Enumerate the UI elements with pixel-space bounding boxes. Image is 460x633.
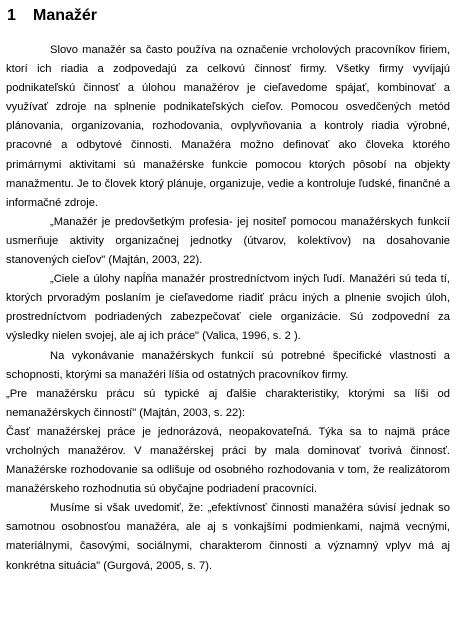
chapter-title: Manažér bbox=[33, 7, 98, 24]
chapter-heading bbox=[7, 4, 97, 28]
paragraph-quote-valica: „Ciele a úlohy napĺňa manažér prostredníctvom iných ľudí. Manažéri sú teda tí, ktorých prvoradým poslaním je cieľavedome riadiť prácu iných a plnenie svojich úloh, prostredníctvom podriadených zabezpečovať ciele organizácie. Sú zodpovední za výsledky nielen svojej, ale aj ich práce" (Valica, 1996, s. 2 ). bbox=[6, 273, 450, 343]
paragraph-manager-qualities: Na vykonávanie manažérskych funkcií sú potrebné špecifické vlastnosti a schopnosti, ktorými sa manažéri líšia od ostatných pracovníkov firmy. bbox=[6, 349, 450, 381]
chapter-body bbox=[6, 41, 450, 576]
paragraph-quote-majtan: „Manažér je predovšetkým profesia- jej nositeľ pomocou manažérskych funkcií usmerňuje aktivity organizačnej jednotky (útvarov, kolektívov) na dosahovanie stanovených cieľov" (Majtán, 2003, 22). bbox=[6, 215, 450, 267]
paragraph-characteristics: Časť manažérskej práce je jednorázová, neopakovateľná. Týka sa to najmä práce vrcholných manažérov. V manažérskej práci by mala dominovať tvorivá činnosť. Manažérske rozhodovanie sa odlišuje od osobného rozhodovania v tom, že realizátorom manažérskeho rozhodnutia sú obyčajne podriadení pracovníci. bbox=[6, 425, 450, 496]
paragraph-quote-gurgova: Musíme si však uvedomiť, že: „efektívnosť činnosti manažéra súvisí jednak so samotnou osobnosťou manažéra, ale aj s vonkajšími podmienkami, najmä vecnými, materiálnymi, časovými, sociálnymi, charakterom činnosti a významný vplyv má aj konkrétna situácia" (Gurgová, 2005, s. 7). bbox=[6, 502, 450, 572]
chapter-number: 1 bbox=[7, 7, 16, 24]
paragraph-manager-definition: Slovo manažér sa často používa na označenie vrcholových pracovníkov firiem, ktorí ich riadia a zodpovedajú za celkovú činnosť firmy. Všetky firmy vyvíjajú podnikateľskú činnosť a úlohou manažérov je cieľavedome spájať, kombinovať a využívať zdroje na splnenie podnikateľských cieľov. Pomocou osvedčených metód plánovania, organizovania, rozhodovania, ovplyvňovania a kontroly riadia výrobné, pracovné a odbytové činnosti. Manažéra možno definovať ako človeka ktorého primárnymi aktivitami sú manažérske funkcie pomocou ktorých pôsobí na objekty manažmentu. Je to človek ktorý plánuje, organizuje, vedie a kontroluje ľudské, finančné a informačné zdroje. bbox=[6, 44, 450, 209]
paragraph-characteristics-intro: „Pre manažérsku prácu sú typické aj ďalšie charakteristiky, ktorými sa líši od nemanažérskych činností" (Majtán, 2003, s. 22): bbox=[6, 387, 450, 419]
